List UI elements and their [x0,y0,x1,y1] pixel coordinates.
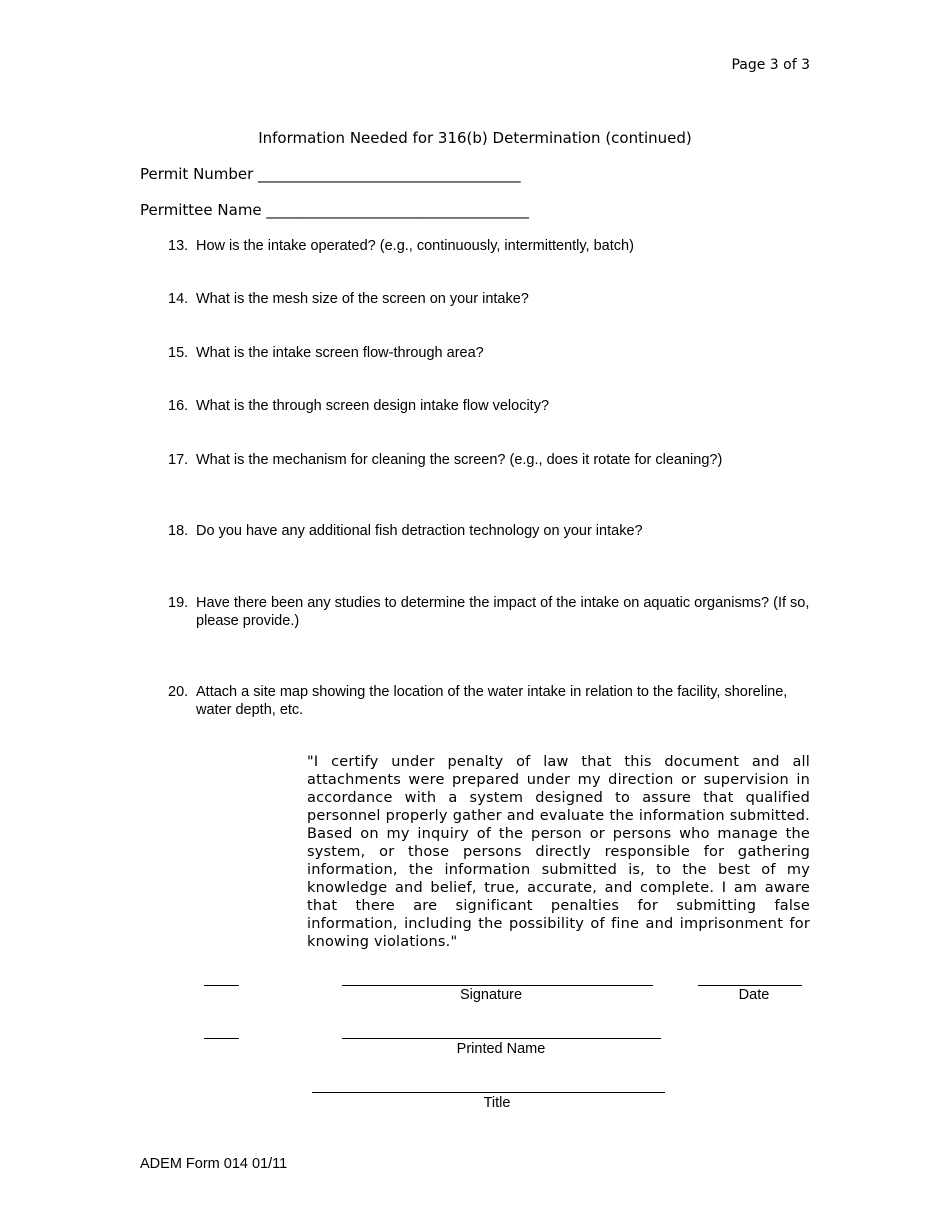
question-number: 18. [168,523,189,539]
question-number: 19. [168,595,189,611]
signature-initial-line[interactable] [204,985,239,986]
form-id: ADEM Form 014 01/11 [140,1156,288,1172]
question-number: 15. [168,345,189,361]
question-number: 20. [168,684,189,700]
question-text: Have there been any studies to determine the impact of the intake on aquatic organisms? (If so, please provide.) [196,595,810,629]
printed-name-label: Printed Name [456,1041,546,1057]
document-title: Information Needed for 316(b) Determination (continued) [258,129,692,147]
question-number: 16. [168,398,189,414]
signature-label: Signature [459,987,523,1003]
question-text: What is the through screen design intake flow velocity? [196,398,550,414]
certification-statement: "I certify under penalty of law that this document and all attachments were prepared under my direction or supervision in accordance with a system designed to assure that qualified personnel properly gather and evaluate the information submitted. Based on my inquiry of the person or persons who manage the system, or those persons directly responsible for gathering information, the information submitted is, to the best of my knowledge and belief, true, accurate, and complete. I am aware that there are significant penalties for submitting false information, including the possibility of fine and imprisonment for knowing violations." [307,754,810,950]
question-number: 17. [168,452,189,468]
question-number: 13. [168,238,189,254]
question-text: How is the intake operated? (e.g., continuously, intermittently, batch) [196,238,634,254]
permit-number-field[interactable]: Permit Number ___________________________________ [140,165,521,183]
question-text: What is the intake screen flow-through area? [196,345,484,361]
page-number: Page 3 of 3 [731,57,810,73]
question-text: Do you have any additional fish detraction technology on your intake? [196,523,643,539]
date-label: Date [738,987,770,1003]
date-line[interactable] [698,985,802,986]
printed-name-line[interactable] [342,1038,661,1039]
printed-name-initial-line[interactable] [204,1038,239,1039]
question-number: 14. [168,291,189,307]
question-text: Attach a site map showing the location of the water intake in relation to the facility, shoreline, water depth, etc. [196,684,788,718]
title-label: Title [483,1095,511,1111]
question-text: What is the mechanism for cleaning the screen? (e.g., does it rotate for cleaning?) [196,452,723,468]
signature-line[interactable] [342,985,653,986]
permittee-name-field[interactable]: Permittee Name ___________________________________ [140,201,529,219]
title-line[interactable] [312,1092,665,1093]
question-text: What is the mesh size of the screen on your intake? [196,291,529,307]
